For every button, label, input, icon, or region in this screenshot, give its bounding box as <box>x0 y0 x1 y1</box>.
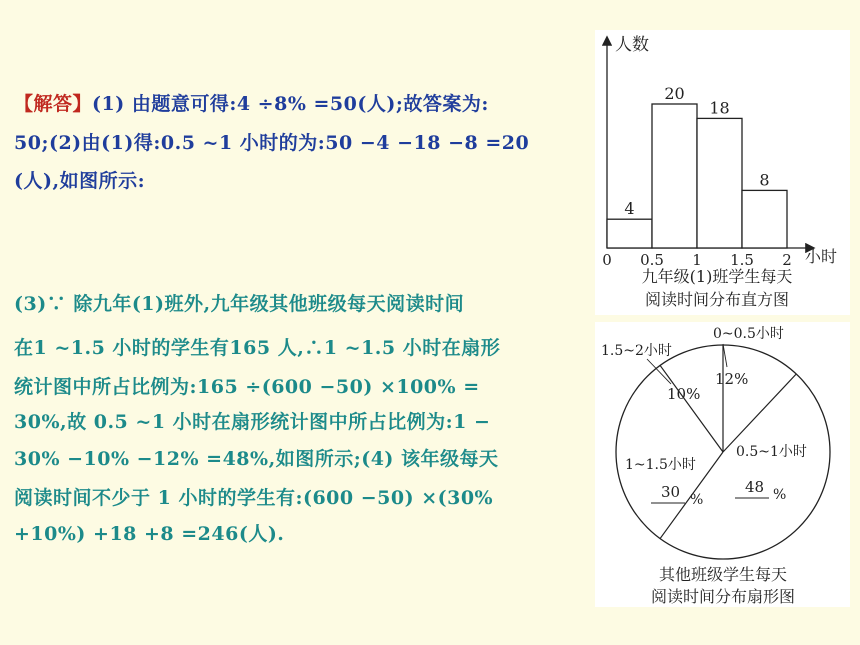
solution-part1-line1-text: (1) 由题意可得:4 ÷8% =50(人);故答案为: <box>92 93 489 115</box>
pie-label-1.5-2: 1.5~2小时 <box>601 343 672 359</box>
pie-panel <box>595 322 850 607</box>
pie-title-line1: 其他班级学生每天 <box>658 565 788 584</box>
histogram-bar-label: 18 <box>709 98 730 118</box>
histogram-title-line1: 九年级(1)班学生每天 <box>641 267 793 286</box>
histogram-x-tick-label: 0 <box>602 251 612 269</box>
histogram-bar <box>697 118 742 248</box>
pie-label-0-0.5: 0~0.5小时 <box>713 326 784 342</box>
solution-part1-line2: 50;(2)由(1)得:0.5 ~1 小时的为:50 −4 −18 −8 =20 <box>14 132 530 154</box>
solution-part1-line1 <box>14 95 489 114</box>
solution-part2-line6: 阅读时间不少于 1 小时的学生有:(600 −50) ×(30% <box>14 487 494 509</box>
pie-label-1-1.5: 1~1.5小时 <box>625 457 696 473</box>
pie-unit-0.5-1: % <box>773 487 787 503</box>
pie-chart <box>595 322 850 607</box>
histogram-ylabel: 人数 <box>615 35 649 55</box>
pie-value-0.5-1: 48 <box>745 478 765 496</box>
histogram-x-tick-label: 1 <box>692 251 702 269</box>
solution-part1-line3: (人),如图所示: <box>14 170 146 192</box>
histogram-bar <box>652 104 697 248</box>
histogram-bar <box>742 190 787 248</box>
answer-tag: 【解答】 <box>14 93 93 115</box>
histogram-bar-label: 20 <box>664 84 685 103</box>
histogram-bar <box>607 219 652 248</box>
histogram-x-tick-label: 0.5 <box>640 251 664 269</box>
solution-part2-line5: 30% −10% −12% =48%,如图所示;(4) 该年级每天 <box>14 448 499 470</box>
histogram-xlabel: 小时 <box>805 247 838 266</box>
solution-part2-line1: (3)∵ 除九年(1)班外,九年级其他班级每天阅读时间 <box>14 293 465 315</box>
histogram-panel <box>595 30 850 315</box>
histogram-bar-label: 4 <box>624 199 635 219</box>
solution-part2-line3: 统计图中所占比例为:165 ÷(600 −50) ×100% = <box>14 376 480 398</box>
histogram-title-line2: 阅读时间分布直方图 <box>644 290 790 309</box>
histogram-x-tick-label: 2 <box>782 251 792 269</box>
pie-title-line2: 阅读时间分布扇形图 <box>650 587 796 606</box>
solution-part2-line2: 在1 ~1.5 小时的学生有165 人,∴1 ~1.5 小时在扇形 <box>14 337 501 359</box>
histogram <box>595 30 850 315</box>
pie-value-1.5-2: 10% <box>667 385 701 403</box>
pie-label-0.5-1: 0.5~1小时 <box>736 444 807 460</box>
pie-unit-1-1.5: % <box>690 492 704 508</box>
histogram-x-tick-label: 1.5 <box>730 251 754 269</box>
pie-value-1-1.5: 30 <box>661 483 681 501</box>
solution-part2-line7: +10%) +18 +8 =246(人). <box>14 523 285 545</box>
pie-value-0-0.5: 12% <box>715 370 749 388</box>
solution-part2-line4: 30%,故 0.5 ~1 小时在扇形统计图中所占比例为:1 − <box>14 411 491 433</box>
histogram-bar-label: 8 <box>759 170 770 190</box>
